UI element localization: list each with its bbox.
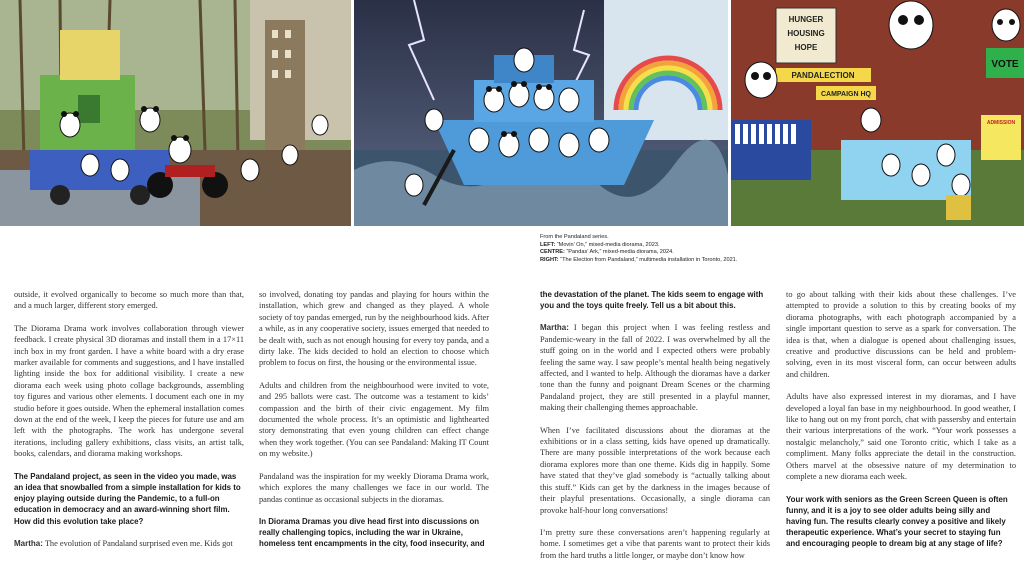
photo-movin-on <box>0 0 351 226</box>
paragraph: Pandaland was the inspiration for my weekly Diorama Drama work, which explores the many challenges we face in our world. The pandas continue as occasional subjects in the dioramas. <box>259 471 489 504</box>
interview-question: the devastation of the planet. The kids seem to engage with you and the toys quite freely. Tell us a bit about this. <box>540 290 764 311</box>
interview-question: In Diorama Dramas you dive head first into discussions on really challenging topics, including the war in Ukraine, homeless tent encampments in the city, food insecurity, and <box>259 516 485 549</box>
sign-hope: HOPE <box>794 43 818 52</box>
paragraph: to go about talking with their kids about these challenges. I’ve attempted to provide a solution to this by creating books of my diorama photographs, with each photograph accompanied by a single important question to serve as a spark for conversation. The idea is that, when a dialogue is opened about challenging issues, creative and productive discussions can be held and problem-solving, even in its most visceral form, can occur between adults and children. <box>786 290 1016 379</box>
interview-question: Your work with seniors as the Green Screen Queen is often funny, and it is a joy to see older adults being silly and having fun. The results clearly convey a positive and likely therapeutic experience. What’s your secret to staying fun and encouraging people to dream big at any stage of life? <box>786 494 1008 549</box>
sign-vote: VOTE <box>991 59 1019 70</box>
paragraph: Adults have also expressed interest in my dioramas, and I have developed a loyal fan base in my neighbourhood. In good weather, I like to hang out on my front porch, chat with passersby and entertain their various interpretations of the work. “Your work possesses a nostalgic melancholy,” said one Toronto critic, which I take as a compliment. Many folks appreciate the detail in the construction. Others marvel at the obsessive nature of my determination to complete a new diorama each week. <box>786 392 1016 482</box>
text-column-2 <box>259 289 489 561</box>
text-column-3 <box>540 289 770 572</box>
caption-series: From the Pandaland series. <box>540 234 609 240</box>
paragraph: so involved, donating toy pandas and playing for hours within the installation, which grew and changed as they played. A whole society of toy pandas emerged, run by the neighbourhood kids. After a while, as in any cooperative society, issues emerged that needed to be dealt with, such as not enough housing for every toy panda, and a dirty lake. The kids decided to hold an election to choose which problem to focus on first, the housing or the environmental issue. <box>259 290 489 368</box>
sign-admission: ADMISSION <box>986 120 1016 126</box>
speaker-label: Martha: <box>540 323 569 333</box>
paragraph: Adults and children from the neighbourhood were invited to vote, and 295 ballots were cast. The outcome was a testament to kids’ compassion and the birth of their civic engagement. My film documented the whole process. It’s an optimistic and lighthearted story demonstrating that even young children can effect change when they work together. (You can see Pandaland: Making IT Count on my website.) <box>259 380 489 459</box>
photo-election-pandaland <box>731 0 1024 226</box>
photo-pandas-ark <box>354 0 728 226</box>
sign-campaign-hq: CAMPAIGN HQ <box>820 91 872 98</box>
sign-housing: HOUSING <box>787 29 825 38</box>
caption-right: RIGHT: “The Election from Pandaland,” multimedia installation in Toronto, 2021. <box>540 256 738 263</box>
paragraph: Martha: The evolution of Pandaland surprised even me. Kids got <box>14 538 233 548</box>
paragraph: outside, it evolved organically to become so much more than that, and a much larger, different story emerged. <box>14 290 244 311</box>
speaker-label: Martha: <box>14 538 43 548</box>
caption-centre: CENTRE: “Pandas’ Ark,” mixed-media diorama, 2024. <box>540 249 674 256</box>
paragraph: I’m pretty sure these conversations aren’t happening regularly at home. I sometimes get a vibe that parents want to protect their kids from the hard truths a little longer, or maybe don’t know how <box>540 527 770 560</box>
paragraph: When I’ve facilitated discussions about the dioramas at the exhibitions or in a class setting, kids have opened up dramatically. There are many possible interpretations of the work because each diorama explores more than one theme. Kids dig in happily. Some have stated that they’ve glad somebody is “actually talking about this stuff.” Kids can get by the darkness in the images because of their playful presentations. Occasionally, a single diorama can provoke half-hour long conversations! <box>540 425 770 515</box>
photo-caption <box>540 234 780 264</box>
paragraph: The Diorama Drama work involves collaboration through viewer feedback. I create physical 3D dioramas and install them in a 17×11 inch box in my front garden. I have a white board with a dry erase marker available for comments and suggestions, and I have installed lighting inside the box for additional visibility. I create a new diorama each week using photo collage backgrounds, assembling toy figures and various other elements. I document each one in my studio before it goes outside. When the ephemeral installation comes down at the end of the week, I keep the pieces for future use and am left with the photographs. The work has undergone several iterations, including gallery exhibitions, class visits, an artist talk, books, calendars, and diorama making workshops. <box>14 323 244 459</box>
sign-pandalection: PANDALECTION <box>791 71 855 80</box>
photo-strip <box>0 0 1024 226</box>
text-column-4 <box>786 289 1016 561</box>
text-column-1 <box>14 289 244 560</box>
paragraph: Martha: I began this project when I was feeling restless and Pandemic-weary in the fall of 2022. I was overwhelmed by all the stuff going on in the world and I expected others were probably feeling the same way. I saw people’s mental health being negatively affected, and I wanted to help. Although the dioramas have a darker tone than the funny and poignant Dream Scenes or the charming Pandaland project, they are still presented in a playful manner, making their challenging themes approachable. <box>540 323 770 413</box>
sign-hunger: HUNGER <box>788 15 824 24</box>
interview-question: The Pandaland project, as seen in the video you made, was an idea that snowballed from a simple installation for kids to enjoy playing outside during the Pandemic, to a full-on education in democracy and an award-winning short film. How did this evolution take place? <box>14 471 241 526</box>
caption-left: LEFT: “Movin’ On,” mixed-media diorama, 2023. <box>540 241 660 248</box>
